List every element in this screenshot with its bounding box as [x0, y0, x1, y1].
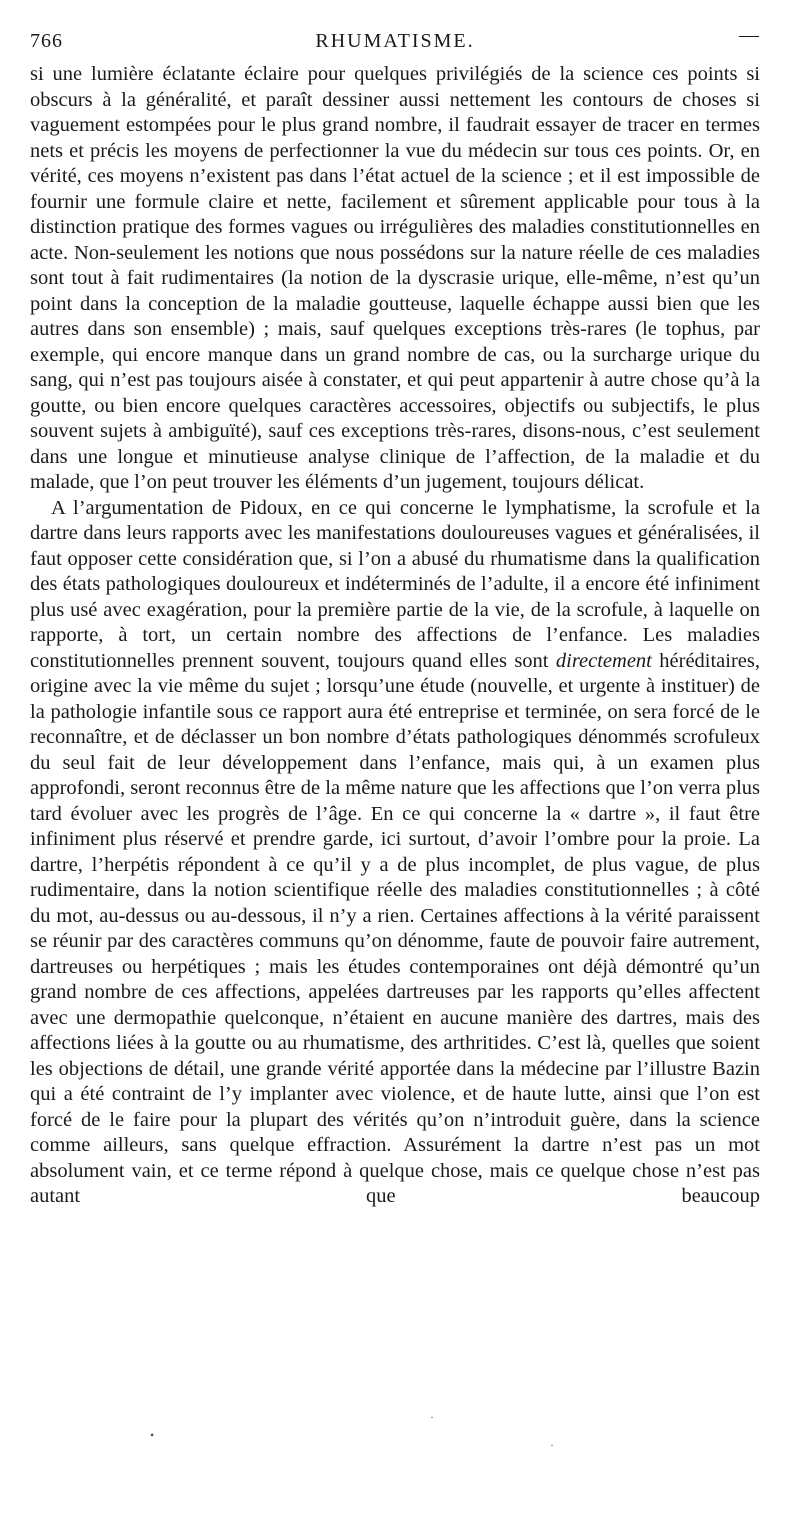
page-header: [30, 24, 760, 56]
running-title: RHUMATISME.: [315, 30, 475, 52]
paragraph-2-text-start: A l’argumentation de Pidoux, en ce qui concerne le lymphatisme, la scrofule et la dartre dans leurs rapports avec les manifestations douloureuses vagues et généralisées, il faut opposer cette considération que, si l’on a abusé du rhumatisme dans la qualification des états pathologiques douloureux et indéterminés de l’adulte, il a encore été infiniment plus usé avec exagération, pour la première partie de la vie, de la scrofule, à laquelle on rapporte, à tort, un certain nombre des affections de l’enfance. Les maladies constitutionnelles prennent souvent, toujours quand elles sont: [30, 496, 760, 672]
page-number: 766: [30, 30, 63, 52]
body-text: [30, 62, 760, 1210]
corner-mark: —: [739, 24, 760, 46]
print-speck: ·: [430, 1410, 434, 1424]
emphasis-directement: directement: [555, 649, 652, 672]
print-speck: ·: [550, 1438, 554, 1452]
print-speck: •: [150, 1428, 155, 1442]
paragraph-1-text: si une lumière éclatante éclaire pour quelques privilégiés de la science ces points si obscurs à la généralité, et paraît dessiner aussi nettement les contours de choses si vaguement estompées pour le plus grand nombre, il faudrait essayer de tracer en termes nets et précis les moyens de perfectionner la vue du médecin sur tous ces points. Or, en vérité, ces moyens n’existent pas dans l’état actuel de la science ; et il est impossible de fournir une formule claire et nette, facilement et sûrement applicable pour tous à la distinction pratique des formes vagues ou irrégulières des maladies constitutionnelles en acte. Non-seulement les notions que nous possédons sur la nature réelle de ces maladies sont tout à fait rudimentaires (la notion de la dyscrasie urique, elle-même, n’est qu’un point dans la conception de la maladie goutteuse, laquelle échappe aussi bien que les autres dans son ensemble) ; mais, sauf quelques exceptions très-rares (le tophus, par exemple, qui encore manque dans un grand nombre de cas, ou la surcharge urique du sang, qui n’est pas toujours aisée à constater, et qui peut appartenir à autre chose qu’à la goutte, ou bien encore quelques caractères accessoires, objectifs ou subjectifs, le plus souvent sujets à ambiguïté), sauf ces exceptions très-rares, disons-nous, c’est seulement dans une longue et minutieuse analyse clinique de l’affection, de la maladie et du malade, que l’on peut trouver les éléments d’un jugement, toujours délicat.: [30, 63, 760, 493]
paragraph-2-text-end: héréditaires, origine avec la vie même du sujet ; lorsqu’une étude (nouvelle, et urgente à instituer) de la pathologie infantile sous ce rapport aura été entreprise et terminée, on sera forcé de le reconnaître, et de déclasser un bon nombre d’états pathologiques dénommés scrofuleux du seul fait de leur développement dans l’enfance, mais qui, à un examen plus approfondi, seront reconnus être de la même nature que les affections que l’on verra plus tard évoluer avec les progrès de l’âge. En ce qui concerne la « dartre », il faut être infiniment plus réservé et prendre garde, ici surtout, d’avoir l’ombre pour la proie. La dartre, l’herpétis répondent à ce qu’il y a de plus incomplet, de plus vague, de plus rudimentaire, dans la notion scientifique réelle des maladies constitutionnelles ; à côté du mot, au-dessus ou au-dessous, il n’y a rien. Certaines affections à la vérité paraissent se réunir par des caractères communs qu’on dénomme, faute de pouvoir faire autrement, dartreuses ou herpétiques ; mais les études contemporaines ont déjà démontré qu’un grand nombre de ces affections, appelées dartreuses par les rapports qu’elles affectent avec une dermopathie quelconque, n’étaient en aucune manière des dartres, mais des affections liées à la goutte ou au rhumatisme, des arthritides. C’est là, quelles que soient les objections de détail, une grande vérité apportée dans la médecine par l’illustre Bazin qui a été contraint de l’y implanter avec violence, et de haute lutte, ainsi que l’on est forcé de le faire pour la plupart des vérités qu’on n’introduit guère, dans la science comme ailleurs, sans quelque effraction. Assurément la dartre n’est pas un mot absolument vain, et ce terme répond à quelque chose, mais ce quelque chose n’est pas autant que beaucoup: [30, 649, 761, 1207]
paragraph-pidoux: [30, 496, 760, 1210]
paragraph-continuation: [30, 62, 760, 496]
